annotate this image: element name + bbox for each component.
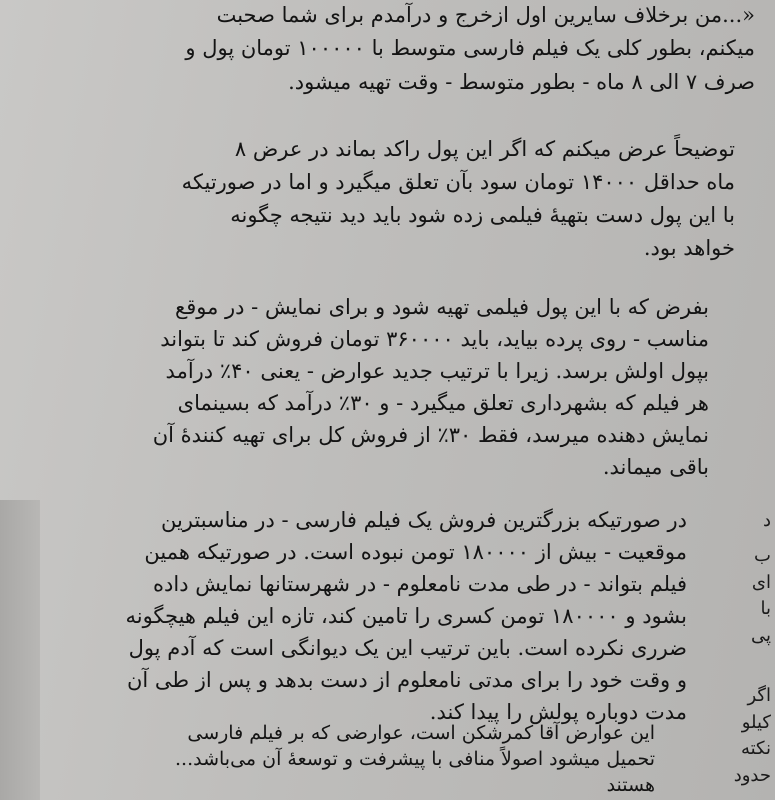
text-line: بفرض که با این پول فیلمی تهیه شود و برای نمایش - در موقع (175, 295, 709, 319)
adjacent-page-fragment: نکته (740, 738, 771, 759)
adjacent-page-fragment: ای (751, 572, 771, 593)
text-line: صرف ۷ الی ۸ ماه - بطور متوسط - وقت تهیه میشود. (288, 70, 755, 94)
text-line: خواهد بود. (643, 236, 735, 260)
text-line: بشود و ۱۸۰۰۰۰ تومن کسری را تامین کند، تازه این فیلم هیچگونه (125, 604, 687, 628)
text-line: نمایش دهنده میرسد، فقط ۳۰٪ از فروش کل برای تهیه کنندهٔ آن (152, 423, 709, 447)
text-line: توضیحاً عرض میکنم که اگر این پول راکد بماند در عرض ۸ (234, 137, 735, 161)
text-line: مدت دوباره پولش را پیدا کند. (429, 700, 687, 724)
text-line: ماه حداقل ۱۴۰۰۰ تومان سود بآن تعلق میگیرد و اما در صورتیکه (181, 170, 735, 194)
adjacent-page-fragment: پی (750, 625, 771, 646)
adjacent-page-fragment: با (760, 598, 771, 619)
adjacent-page-fragment: د (762, 510, 771, 531)
text-line: تحمیل میشود اصولاً منافی با پیشرفت و توسعهٔ آن می‌باشد... (175, 748, 655, 770)
text-line: هستند (606, 774, 655, 796)
adjacent-page-fragment: اگر (747, 685, 771, 706)
text-line: مناسب - روی پرده بیاید، باید ۳۶۰۰۰۰ تومان فروش کند تا بتواند (160, 327, 709, 351)
text-line: باقی میماند. (602, 455, 709, 479)
text-line: میکنم، بطور کلی یک فیلم فارسی متوسط با ۱۰۰۰۰۰ تومان پول و (185, 36, 755, 60)
text-line: بپول اولش برسد. زیرا با ترتیب جدید عوارض - یعنی ۴۰٪ درآمد (165, 359, 709, 383)
text-line: ضرری نکرده است. باین ترتیب این یک دیوانگی است که آدم پول (128, 636, 687, 660)
text-line: موقعیت - بیش از ۱۸۰۰۰۰ تومن نبوده است. در صورتیکه همین (144, 540, 687, 564)
adjacent-page-fragment: ب (754, 545, 771, 566)
text-line: در صورتیکه بزرگترین فروش یک فیلم فارسی - در مناسبترین (160, 508, 687, 532)
text-line: «...من برخلاف سایرین اول ازخرج و درآمدم برای شما صحبت (216, 3, 755, 27)
text-line: هر فیلم که بشهرداری تعلق میگیرد - و ۳۰٪ درآمد که بسینمای (177, 391, 709, 415)
text-line: با این پول دست بتهیهٔ فیلمی زده شود باید دید نتیجه چگونه (230, 203, 735, 227)
text-line: و وقت خود را برای مدتی نامعلوم از دست بدهد و پس از طی آن (126, 668, 687, 692)
text-line: این عوارض آقا کمرشکن است، عوارضی که بر فیلم فارسی (187, 722, 655, 744)
adjacent-page-fragment: کیلو (741, 712, 771, 733)
text-line: فیلم بتواند - در طی مدت نامعلوم - در شهرستانها نمایش داده (153, 572, 687, 596)
adjacent-page-edge (0, 500, 40, 800)
adjacent-page-fragment: حدود (733, 765, 771, 786)
